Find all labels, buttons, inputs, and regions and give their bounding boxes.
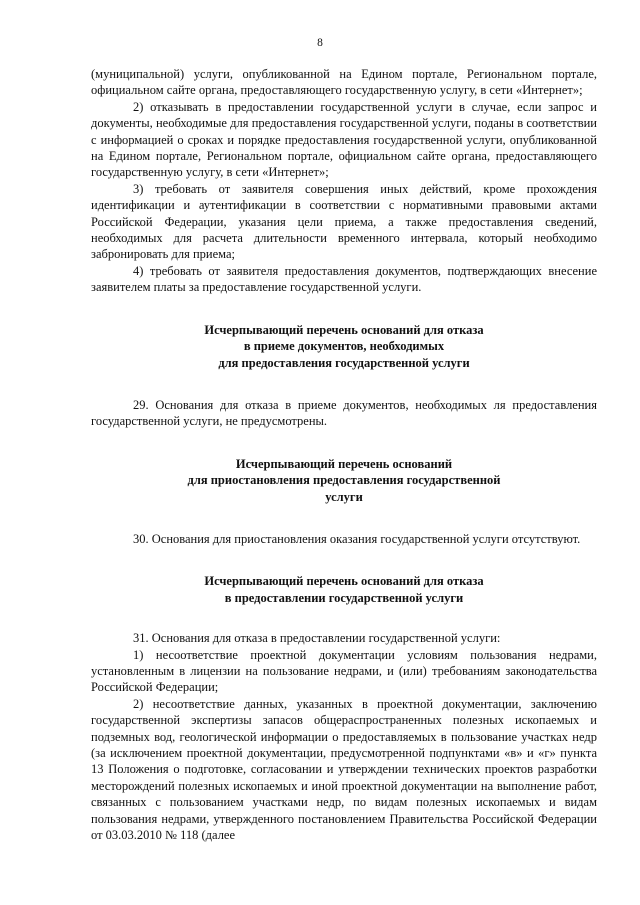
- paragraph-item-2: 2) отказывать в предоставлении государственной услуги в случае, если запрос и документы, необходимые для предоставления государственной услуги, поданы в соответствии с информацией о сроках и порядке предоставления государственной услуги, опубликованной на Едином портале, Региональном портале, официальном сайте органа, предоставляющего государственную услугу, в сети «Интернет»;: [91, 99, 597, 180]
- paragraph-31: 31. Основания для отказа в предоставлении государственной услуги:: [133, 631, 501, 646]
- paragraph-continuation: (муниципальной) услуги, опубликованной на Едином портале, Региональном портале, официальном сайте органа, предоставляющего государственную услугу, в сети «Интернет»;: [91, 67, 597, 98]
- document-body: [91, 66, 597, 843]
- heading-line: Исчерпывающий перечень оснований: [235, 456, 453, 471]
- heading-line: Исчерпывающий перечень оснований для отказа: [204, 574, 484, 589]
- section-heading-suspend: [91, 456, 597, 505]
- section-heading-refuse-service: [91, 573, 597, 606]
- paragraph-31-item-2: 2) несоответствие данных, указанных в проектной документации, заключению государственной экспертизы запасов общераспространенных полезных ископаемых и подземных вод, геологической информации о предоставляемых в пользование участках недр (за исключением проектной документации, предусмотренной подпунктами «в» и «г» пункта 13 Положения о подготовке, согласовании и утверждении технических проектов разработки месторождений полезных ископаемых и иной проектной документации на выполнение работ, связанных с пользованием участками недр, по видам полезных ископаемых и видам пользования недрами, утвержденного постановлением Правительства Российской Федерации от 03.03.2010 № 118 (далее: [91, 696, 597, 843]
- heading-line: услуги: [325, 489, 363, 504]
- heading-line: для предоставления государственной услуги: [218, 355, 470, 370]
- paragraph-item-4: 4) требовать от заявителя предоставления документов, подтверждающих внесение заявителем платы за предоставление государственной услуги.: [91, 263, 597, 295]
- section-heading-refuse-docs: [91, 322, 597, 371]
- paragraph-29: 29. Основания для отказа в приеме документов, необходимых ля предоставления государственной услуги, не предусмотрены.: [91, 397, 597, 429]
- paragraph-30: 30. Основания для приостановления оказания государственной услуги отсутствуют.: [133, 531, 581, 546]
- heading-line: для приостановления предоставления государственной: [187, 473, 501, 488]
- heading-line: Исчерпывающий перечень оснований для отказа: [204, 322, 484, 337]
- heading-line: в предоставлении государственной услуги: [224, 590, 464, 605]
- paragraph-31-item-1: 1) несоответствие проектной документации условиям пользования недрами, установленным в лицензии на пользование недрами, и (или) требованиям законодательства Российской Федерации;: [91, 647, 597, 695]
- paragraph-item-3: 3) требовать от заявителя совершения иных действий, кроме прохождения идентификации и аутентификации в соответствии с нормативными правовыми актами Российской Федерации, указания цели приема, а также предоставления сведений, необходимых для расчета длительности временного интервала, который необходимо забронировать для приема;: [91, 181, 597, 262]
- page-number: 8: [317, 37, 323, 49]
- heading-line: в приеме документов, необходимых: [243, 339, 445, 354]
